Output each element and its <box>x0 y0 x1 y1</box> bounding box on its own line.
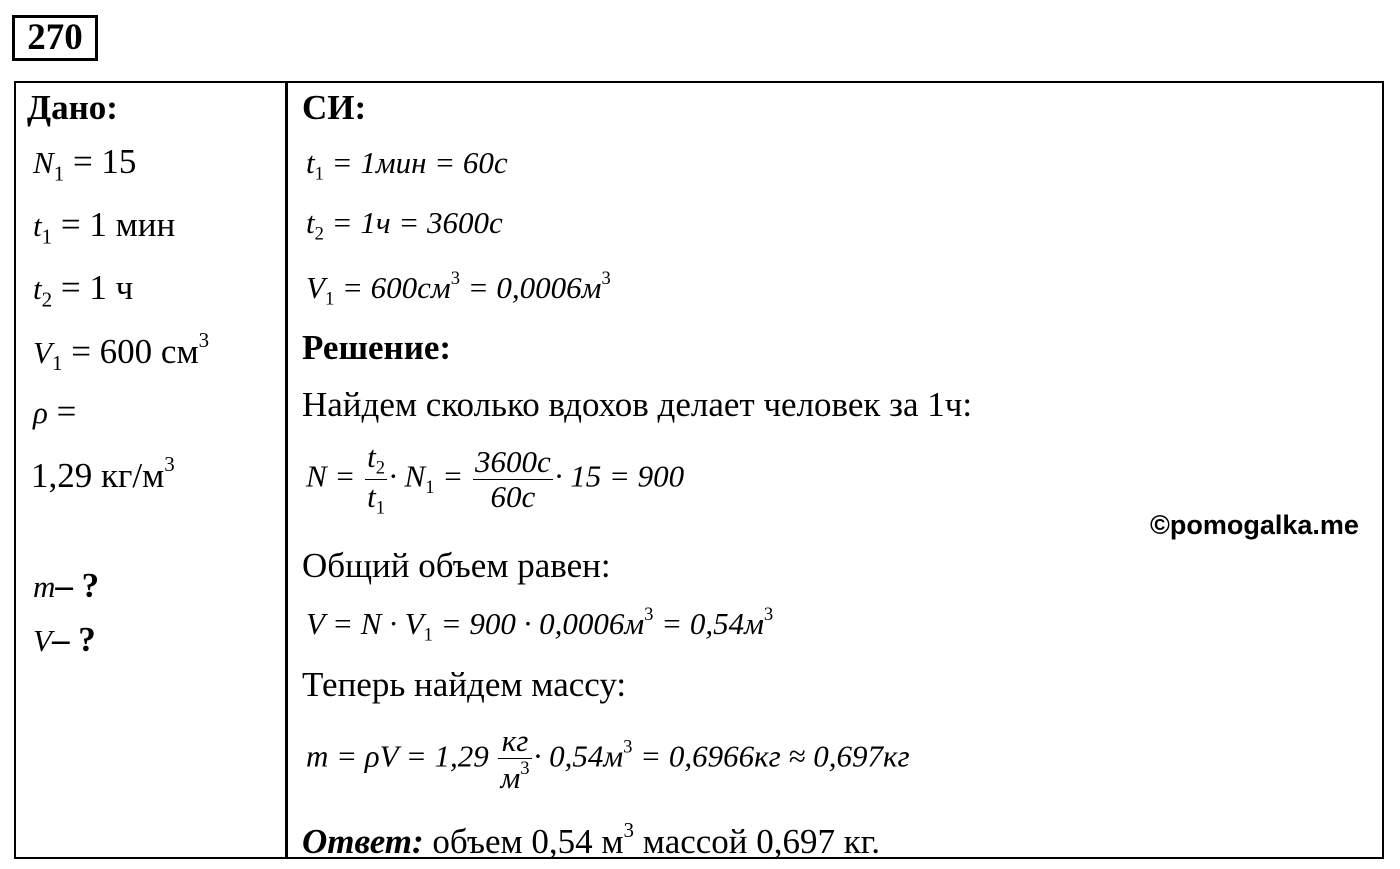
solution-header: Решение: <box>302 328 452 367</box>
step3-text: Теперь найдем массу: <box>302 665 627 704</box>
fraction-t2-t1: $\frac{t_2}{t_1}$ <box>367 439 386 519</box>
fraction-3600-60: $\frac{3600с}{60с}$ <box>474 443 551 514</box>
step1-text: Найдем сколько вдохов делает человек за 1ч: <box>302 385 973 424</box>
given-t1: $t_1 = 1$ мин <box>33 205 176 249</box>
formula-v: $V = N \cdot V_1 = 900 \cdot 0,0006м^3 = 0,54м^3$ <box>306 604 774 646</box>
si-t1: $t_1 = 1мин = 60с$ <box>306 145 508 185</box>
given-header: Дано: <box>27 88 118 127</box>
problem-number: 270 <box>12 15 98 61</box>
answer-line: Ответ: объем 0,54 $м^3$ массой 0,697 кг. <box>302 818 880 861</box>
si-header: СИ: <box>302 88 367 127</box>
watermark: ©pomogalka.me <box>1150 510 1359 540</box>
given-rho: ρ = <box>33 392 77 431</box>
si-t2: $t_2 = 1ч = 3600с$ <box>306 205 503 245</box>
step2-text: Общий объем равен: <box>302 546 611 585</box>
formula-n: N = $\frac{t_2}{t_1}$ · $N_1$ = $\frac{3600с}{60с}$ · 15 = 900 <box>306 439 685 519</box>
given-rho-value: 1,29 $кг/м^3$ <box>31 452 175 495</box>
find-v: V– ? <box>33 620 96 659</box>
formula-m: m = ρV = 1,29 $\frac{кг}{м^3}$ · $0,54м^3 = 0,6966кг \approx 0,697кг$ <box>306 723 910 796</box>
column-divider <box>285 81 288 859</box>
si-v1: $V_1 = 600см^3 = 0,0006м^3$ <box>306 268 611 310</box>
given-v1: $V_1 = 600$ $см^3$ <box>33 328 210 376</box>
given-n1: $N_1 = 15$ <box>33 142 137 186</box>
find-m: m– ? <box>33 566 100 605</box>
given-t2: $t_2 = 1$ ч <box>33 268 134 312</box>
fraction-kg-m3: $\frac{кг}{м^3}$ <box>500 723 530 796</box>
